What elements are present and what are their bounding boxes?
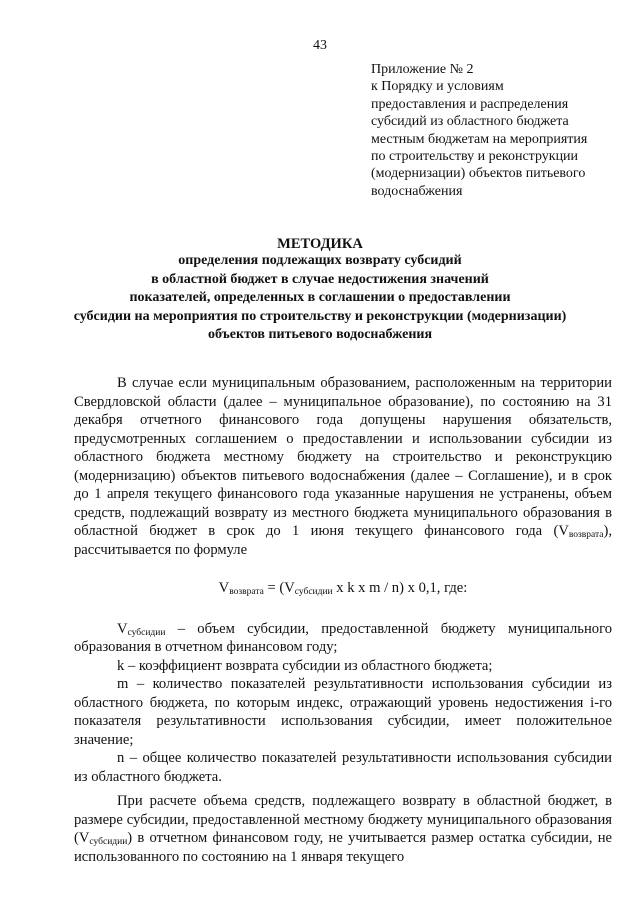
subscript: возврата	[229, 587, 264, 597]
subscript: субсидии	[89, 837, 128, 847]
paragraph-text: При расчете объема средств, подлежащего возврату в областной бюджет, в размере субсидии, предоставленной местному бюджету муниципального образования (	[74, 793, 612, 846]
subtitle-line: субсидии на мероприятия по строительству и реконструкции (модернизации)	[73, 308, 567, 324]
appendix-line: предоставления и распределения	[371, 96, 569, 112]
page-number: 43	[313, 38, 327, 53]
formula	[74, 579, 612, 598]
subtitle-line: определения подлежащих возврату субсидий	[178, 253, 462, 268]
definition-k: k – коэффициент возврата субсидии из областного бюджета;	[117, 657, 493, 674]
symbol-v: V	[117, 620, 128, 637]
paragraph-text: В случае если муниципальным образованием, расположенным на территории Свердловской области (далее – муниципальное образование), по состоянию на 31 декабря отчетного финансового года допущены нарушения обязательств, предусмотренных соглашением о предоставлении и использовании субсидии из областного бюджета местному бюджету на строительство и реконструкцию (модернизацию) объектов питьевого водоснабжения (далее – Соглашение), и в срок до 1 апреля текущего финансового года указанные нарушения не устранены, объем средств, подлежащий возврату из местного бюджета муниципального образования в областной бюджет в срок до 1 июня текущего финансового года (	[74, 375, 612, 539]
subscript: возврата	[568, 530, 604, 540]
document-title: МЕТОДИКА	[277, 236, 363, 252]
subtitle-line: объектов питьевого водоснабжения	[207, 327, 433, 343]
appendix-note	[371, 61, 621, 200]
subscript: субсидии	[294, 587, 333, 597]
symbol-v: V	[218, 580, 230, 596]
definition-n: n – общее количество показателей результативности использования субсидии из областного бюджета.	[74, 750, 612, 785]
appendix-line: местным бюджетам на мероприятия	[371, 131, 588, 147]
subscript: субсидии	[127, 627, 166, 638]
appendix-line: водоснабжения	[371, 183, 463, 199]
definition-v-subsidy	[74, 620, 612, 657]
subtitle-line: показателей, определенных в соглашении о предоставлении	[129, 290, 511, 306]
formula-text: = (V	[263, 580, 295, 596]
paragraph-text: – объем субсидии, предоставленной бюджету муниципального образования в отчетном финансовом году;	[74, 620, 612, 655]
subtitle-line: в областной бюджет в случае недостижения значений	[151, 271, 489, 287]
paragraph-calculation	[74, 792, 612, 866]
appendix-line: по строительству и реконструкции	[371, 149, 579, 165]
appendix-line: Приложение № 2	[371, 62, 474, 77]
appendix-line: к Порядку и условиям	[371, 79, 504, 95]
symbol-v: V	[78, 830, 90, 846]
paragraph-intro	[74, 374, 612, 559]
appendix-line: субсидий из областного бюджета	[371, 114, 569, 130]
document-subtitle	[0, 252, 640, 345]
definition-m: m – количество показателей результативности использования субсидии из областного бюджета, по которым индекс, отражающий уровень недостижения i-го показателя результативности использования субсидии, имеет положительное значение;	[74, 676, 612, 748]
paragraph-text: ) в отчетном финансовом году, не учитывается размер остатка субсидии, не использованного по состоянию на 1 января текущего	[74, 830, 612, 865]
appendix-line: (модернизации) объектов питьевого	[371, 166, 586, 182]
formula-text: x k x m / n) x 0,1, где:	[332, 580, 468, 596]
symbol-v: V	[558, 523, 569, 539]
document-body	[74, 374, 612, 866]
paragraph-text: ), рассчитывается по формуле	[74, 523, 612, 558]
